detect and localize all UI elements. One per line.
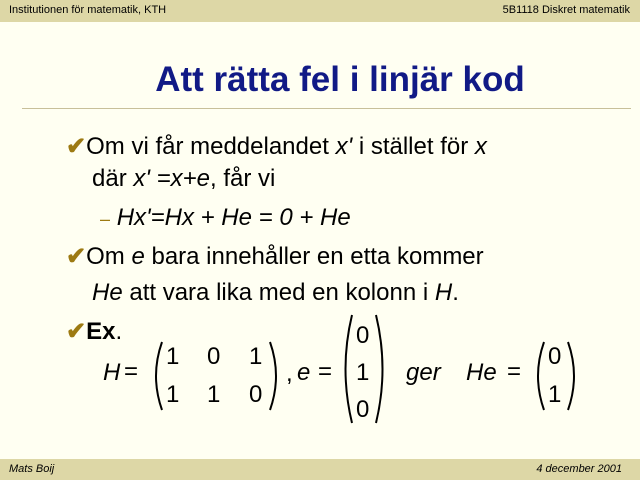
equals-sign-3: = — [507, 358, 522, 385]
right-paren-icon — [566, 340, 582, 412]
comma: , — [286, 360, 293, 387]
title-divider — [22, 108, 631, 109]
header-bar — [0, 0, 640, 22]
equals-sign-1: = — [124, 358, 139, 385]
bullet-1-pre: Om vi får meddelandet — [86, 133, 336, 160]
e-label: e — [297, 359, 311, 386]
bullet-2-H: H — [434, 279, 453, 306]
header-institution: Institutionen för matematik, KTH — [9, 4, 167, 16]
equals-sign-2: = — [318, 358, 333, 385]
H-cell: 1 — [166, 381, 180, 408]
bullet-2-line-2 — [92, 279, 459, 307]
ger-word: ger — [406, 359, 441, 386]
H-cell: 1 — [166, 343, 180, 370]
checkmark-icon: ✔ — [66, 243, 87, 270]
bullet-2-line-1 — [66, 243, 484, 271]
slide-title: Att rätta fel i linjär kod — [155, 60, 525, 99]
right-paren-icon — [374, 313, 390, 425]
bullet-1-line-1 — [66, 133, 487, 161]
bullet-1-x-prime: x' — [335, 133, 353, 160]
bullet-2-post: bara innehåller en etta kommer — [144, 243, 484, 270]
sub-bullet-1 — [100, 204, 351, 233]
H-cell: 0 — [207, 343, 221, 370]
H-cell: 0 — [249, 381, 263, 408]
bullet-3 — [66, 318, 122, 346]
right-paren-icon — [268, 340, 284, 412]
left-paren-icon — [338, 313, 354, 425]
checkmark-icon: ✔ — [66, 318, 87, 345]
bullet-1-line2-pre: där — [92, 165, 134, 192]
footer-date: 4 december 2001 — [536, 463, 622, 475]
bullet-1-expr: x' =x+e — [133, 165, 210, 192]
bullet-1-line-2 — [92, 165, 275, 193]
header-course: 5B1118 Diskret matematik — [502, 4, 630, 16]
He-label: He — [466, 359, 497, 386]
bullet-2-mid: att vara lika med en kolonn i — [122, 279, 435, 306]
matrix-H-label: H — [103, 359, 121, 386]
bullet-3-ex: Ex — [86, 318, 116, 345]
bullet-2-He: He — [92, 279, 123, 306]
footer-bar — [0, 459, 640, 480]
e-vector-cell: 0 — [356, 396, 370, 423]
bullet-1-mid: i stället för — [352, 133, 475, 160]
bullet-2-e: e — [131, 243, 145, 270]
H-cell: 1 — [249, 343, 263, 370]
bullet-3-dot: . — [115, 318, 123, 345]
H-cell: 1 — [207, 381, 221, 408]
bullet-1-line2-post: , får vi — [210, 165, 276, 192]
e-vector-cell: 1 — [356, 359, 370, 386]
bullet-2-pre: Om — [86, 243, 132, 270]
bullet-2-end: . — [452, 279, 459, 306]
left-paren-icon — [530, 340, 546, 412]
He-vector-cell: 0 — [548, 343, 562, 370]
He-vector-cell: 1 — [548, 381, 562, 408]
bullet-1-x: x — [474, 133, 487, 160]
dash-icon: – — [100, 209, 111, 229]
checkmark-icon: ✔ — [66, 133, 87, 160]
footer-author: Mats Boij — [9, 463, 55, 475]
e-vector-cell: 0 — [356, 322, 370, 349]
sub-bullet-1-text: Hx'=Hx + He = 0 + He — [116, 204, 351, 231]
left-paren-icon — [148, 340, 164, 412]
